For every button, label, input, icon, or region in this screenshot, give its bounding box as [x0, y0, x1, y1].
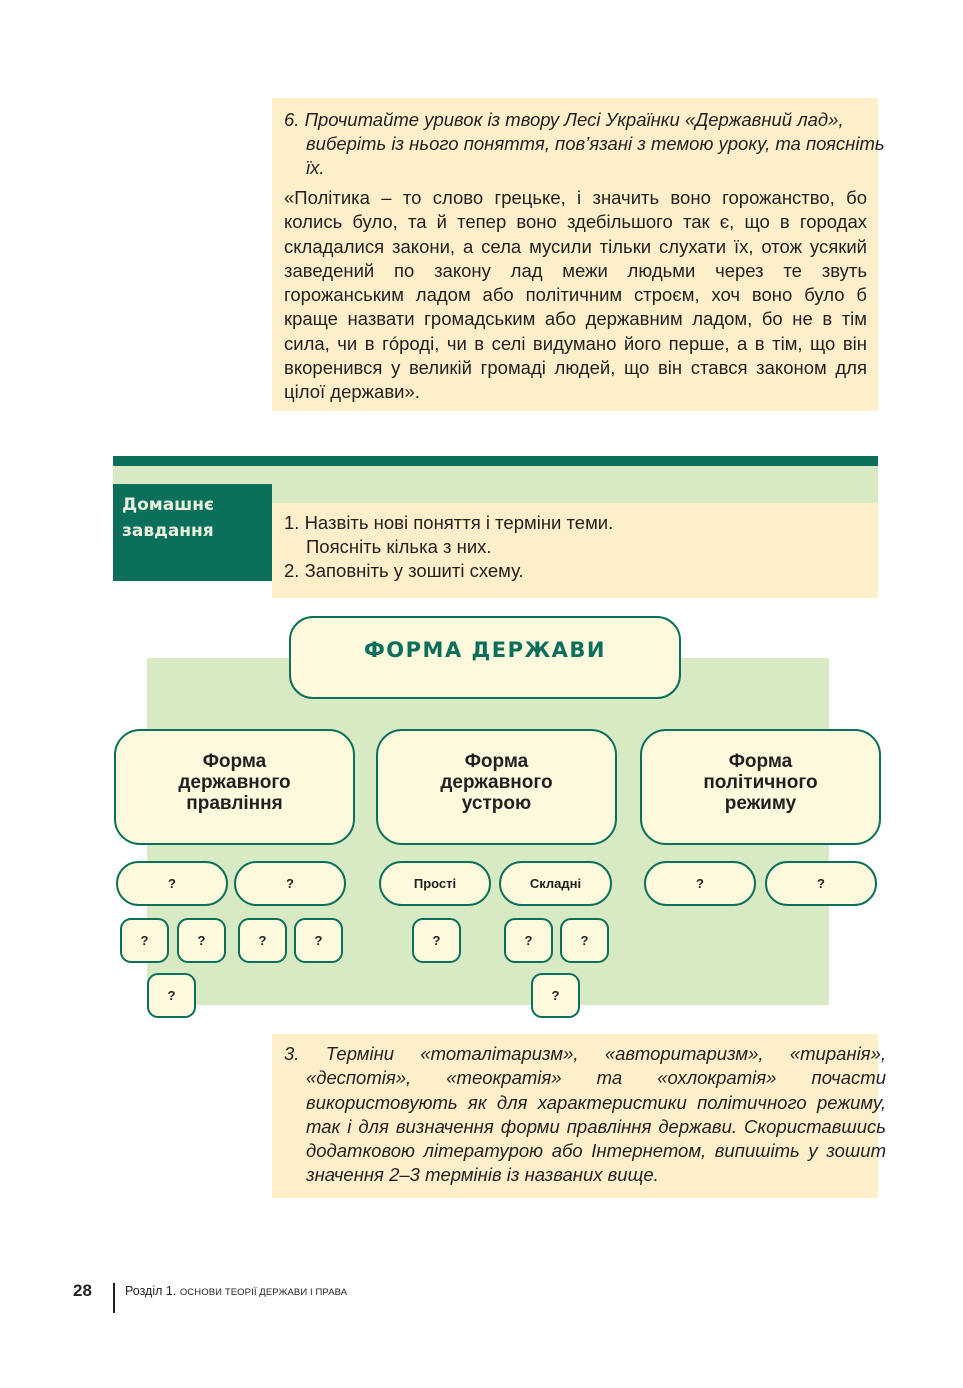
box-label: ? [197, 933, 206, 948]
task-3-box [272, 1034, 886, 1198]
pill-label: ? [696, 876, 704, 891]
pill-label: Складні [529, 876, 582, 891]
running-footer [125, 1284, 347, 1298]
homework-task-2: 2. Заповніть у зошиті схему. [284, 560, 524, 581]
diagram-node-state-structure [376, 729, 617, 845]
homework-task-1-continued: Поясніть кілька з них. [306, 536, 492, 557]
node-label-line: державного [178, 771, 291, 793]
footer-divider [113, 1283, 115, 1313]
pill-label: Прості [413, 876, 457, 891]
diagram-box-unknown [560, 918, 609, 963]
node-label-line: режиму [724, 792, 797, 814]
task-6-quote: «Політика – то слово грецьке, і значить воно горожанство, бо колись було, та й тепер воно здебільшого так є, що в городах складалися закони, а села мусили тільки слухати їх, отож усякий заведений по закону лад межи людьми через те звуть горожанським ладом або політичним строєм, хоч воно було б краще назвати громадським або державним ладом, бо не в тім сила, чи в гóроді, чи в селі видумано його перше, а в тім, що він вкоренився у великій громаді людей, що він стався законом для цілої держави». [284, 187, 867, 403]
diagram-box-unknown [531, 973, 580, 1018]
page-number: 28 [73, 1281, 92, 1300]
diagram-node-political-regime [640, 729, 881, 845]
box-label: ? [140, 933, 149, 948]
box-label: ? [314, 933, 323, 948]
diagram-box-unknown [238, 918, 287, 963]
pill-label: ? [817, 876, 825, 891]
node-label-line: державного [440, 771, 553, 793]
box-label: ? [524, 933, 533, 948]
diagram-pill-unknown [116, 861, 228, 906]
node-label-line: Форма [464, 750, 529, 772]
box-label: ? [580, 933, 589, 948]
diagram-box-unknown [177, 918, 226, 963]
node-label-line: політичного [703, 771, 818, 793]
node-label-line: правління [186, 792, 283, 814]
task-3-text: 3. Терміни «тоталітаризм», «авторитаризм», «тиранія», «деспотія», «теократія» та «охлократія» почасти використовують як для характеристики політичного режиму, так і для визначення форми правління держави. Скориставшись додатковою літературою або Інтернетом, випишіть у зошит значення 2–3 термінів із названих вище. [284, 1043, 886, 1186]
pill-label: ? [168, 876, 176, 891]
diagram-pill-unknown [234, 861, 346, 906]
diagram-node-government-form [114, 729, 355, 845]
diagram-pill-unknown [765, 861, 877, 906]
homework-label [113, 484, 272, 581]
diagram-box-unknown [412, 918, 461, 963]
diagram-pill-simple [379, 861, 491, 906]
footer-section-title: ОСНОВИ ТЕОРІЇ ДЕРЖАВИ І ПРАВА [179, 1287, 348, 1298]
diagram-box-unknown [294, 918, 343, 963]
diagram-box-unknown [147, 973, 196, 1018]
homework-label-line-1: Домашнє [122, 495, 215, 515]
diagram-root-label: ФОРМА ДЕРЖАВИ [363, 637, 606, 662]
box-label: ? [258, 933, 267, 948]
node-label-line: Форма [728, 750, 793, 772]
node-label-line: Форма [202, 750, 267, 772]
homework-tasks-box [272, 503, 878, 598]
diagram-box-unknown [120, 918, 169, 963]
diagram-root-node [289, 616, 681, 699]
box-label: ? [551, 988, 560, 1003]
box-label: ? [432, 933, 441, 948]
diagram-pill-complex [499, 861, 612, 906]
pill-label: ? [286, 876, 294, 891]
homework-task-1: 1. Назвіть нові поняття і терміни теми. [284, 512, 614, 533]
node-label-line: устрою [461, 792, 532, 814]
diagram-pill-unknown [644, 861, 756, 906]
task-6-box [272, 98, 885, 411]
task-6-question: 6. Прочитайте уривок із твору Лесі Українки «Державний лад», виберіть із нього поняття, пов’язані з темою уроку, та поясніть їх. [284, 109, 885, 178]
homework-label-line-2: завдання [122, 521, 214, 541]
box-label: ? [167, 988, 176, 1003]
footer-section: Розділ 1. [125, 1284, 177, 1298]
diagram-box-unknown [504, 918, 553, 963]
